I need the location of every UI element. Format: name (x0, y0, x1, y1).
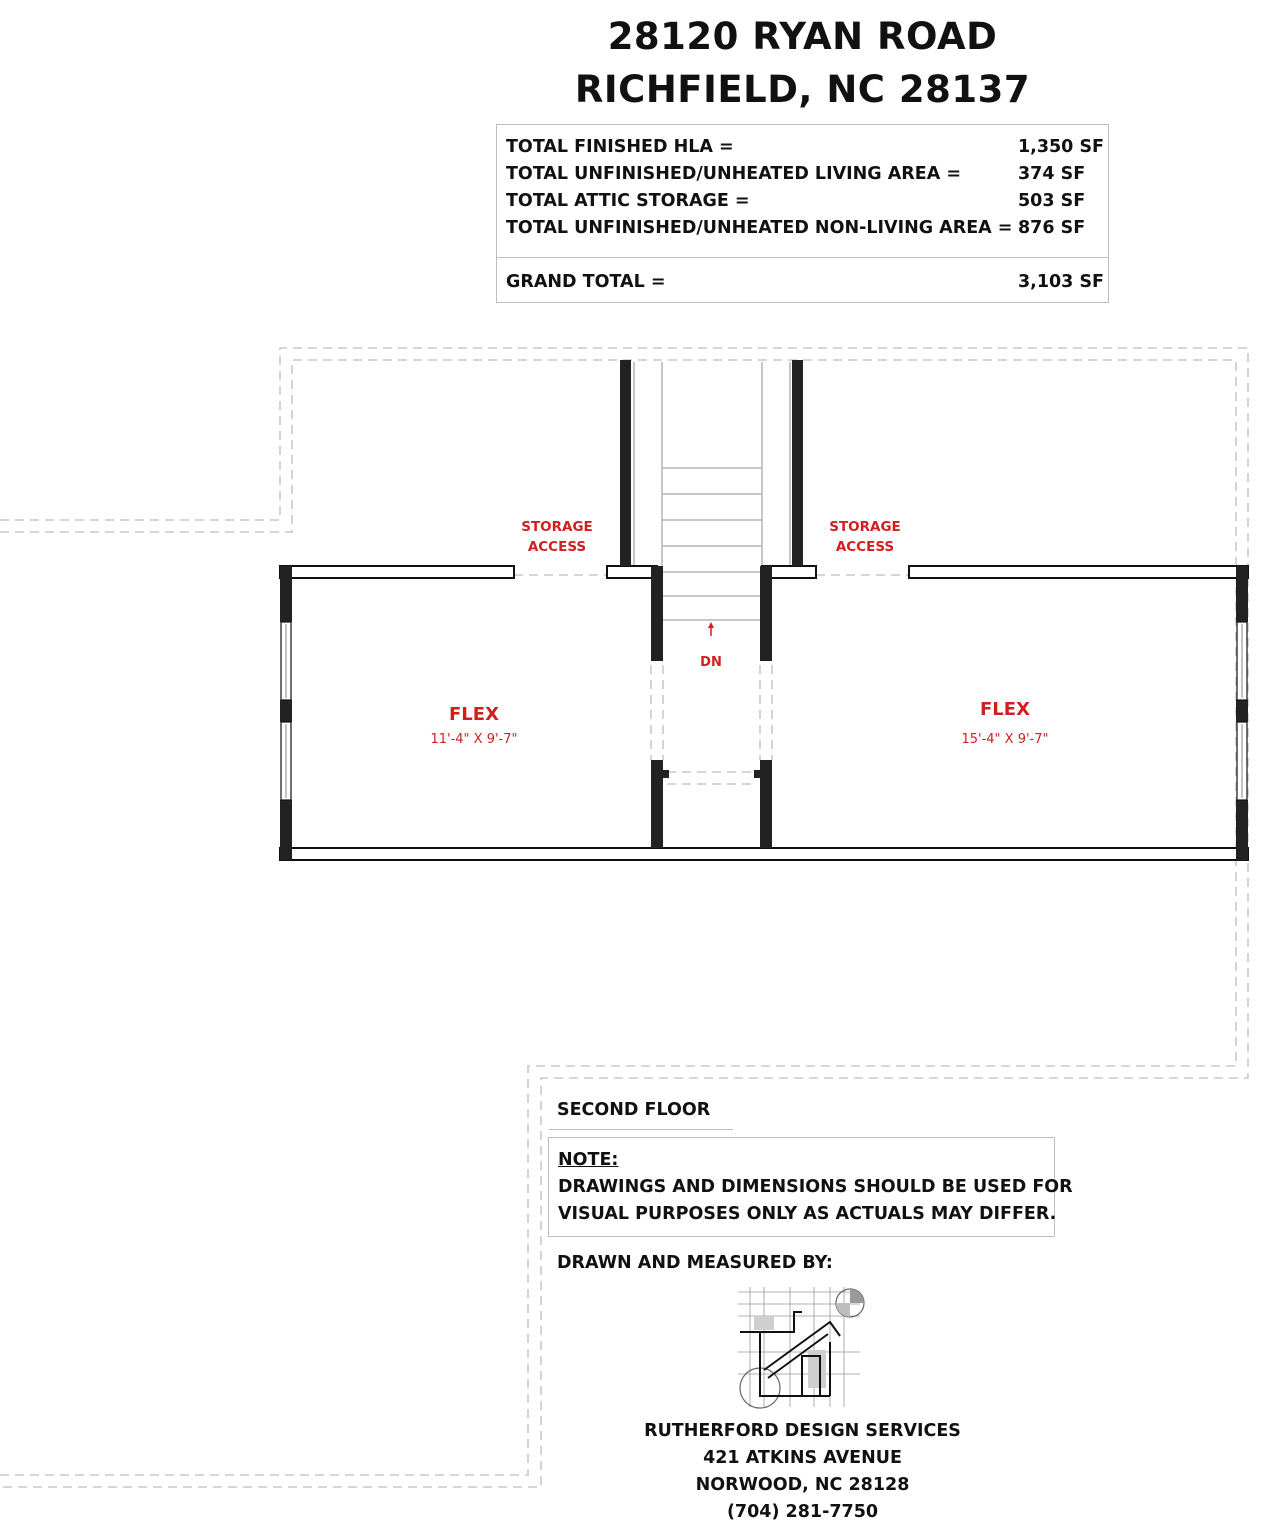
storage-access-left-label: STORAGE (521, 519, 593, 535)
address-line-2: RICHFIELD, NC 28137 (574, 68, 1031, 111)
grand-total-label: GRAND TOTAL = (506, 272, 666, 292)
note-text: DRAWINGS AND DIMENSIONS SHOULD BE USED FOR (558, 1177, 1073, 1197)
company-name: RUTHERFORD DESIGN SERVICES (644, 1421, 961, 1441)
note-box (548, 1137, 1073, 1237)
storage-access-right-label: ACCESS (835, 539, 895, 555)
note-text: VISUAL PURPOSES ONLY AS ACTUALS MAY DIFFER. (558, 1204, 1057, 1224)
area-row-label: TOTAL UNFINISHED/UNHEATED NON-LIVING AREA = (506, 218, 1013, 238)
floor-label: SECOND FLOOR (557, 1100, 711, 1120)
grand-total-value: 3,103 SF (1018, 272, 1105, 292)
house-drafting-logo-icon (730, 1282, 870, 1412)
area-row-value: 503 SF (1018, 191, 1086, 211)
company-city: NORWOOD, NC 28128 (695, 1475, 910, 1495)
room-dims-right: 15'-4" X 9'-7" (961, 732, 1049, 747)
company-street: 421 ATKINS AVENUE (703, 1448, 902, 1468)
area-row-value: 876 SF (1018, 218, 1086, 238)
room-name-left: FLEX (449, 704, 499, 725)
stair-down-label: DN (700, 655, 722, 670)
area-row-value: 1,350 SF (1018, 137, 1105, 157)
room-name-right: FLEX (980, 699, 1030, 720)
room-dims-left: 11'-4" X 9'-7" (430, 732, 518, 747)
area-row-value: 374 SF (1018, 164, 1086, 184)
stair-direction-arrow-icon (708, 622, 714, 636)
note-heading: NOTE: (558, 1150, 619, 1170)
walls (280, 360, 1248, 860)
floor-label-underline (549, 1129, 733, 1130)
address-line-1: 28120 RYAN ROAD (607, 15, 998, 58)
storage-access-right-label: STORAGE (829, 519, 901, 535)
storage-access-left-label: ACCESS (527, 539, 587, 555)
area-row-label: TOTAL UNFINISHED/UNHEATED LIVING AREA = (506, 164, 962, 184)
area-row-label: TOTAL FINISHED HLA = (506, 137, 734, 157)
company-phone: (704) 281-7750 (726, 1502, 879, 1522)
area-row-label: TOTAL ATTIC STORAGE = (506, 191, 750, 211)
drawn-by-label: DRAWN AND MEASURED BY: (557, 1253, 833, 1273)
